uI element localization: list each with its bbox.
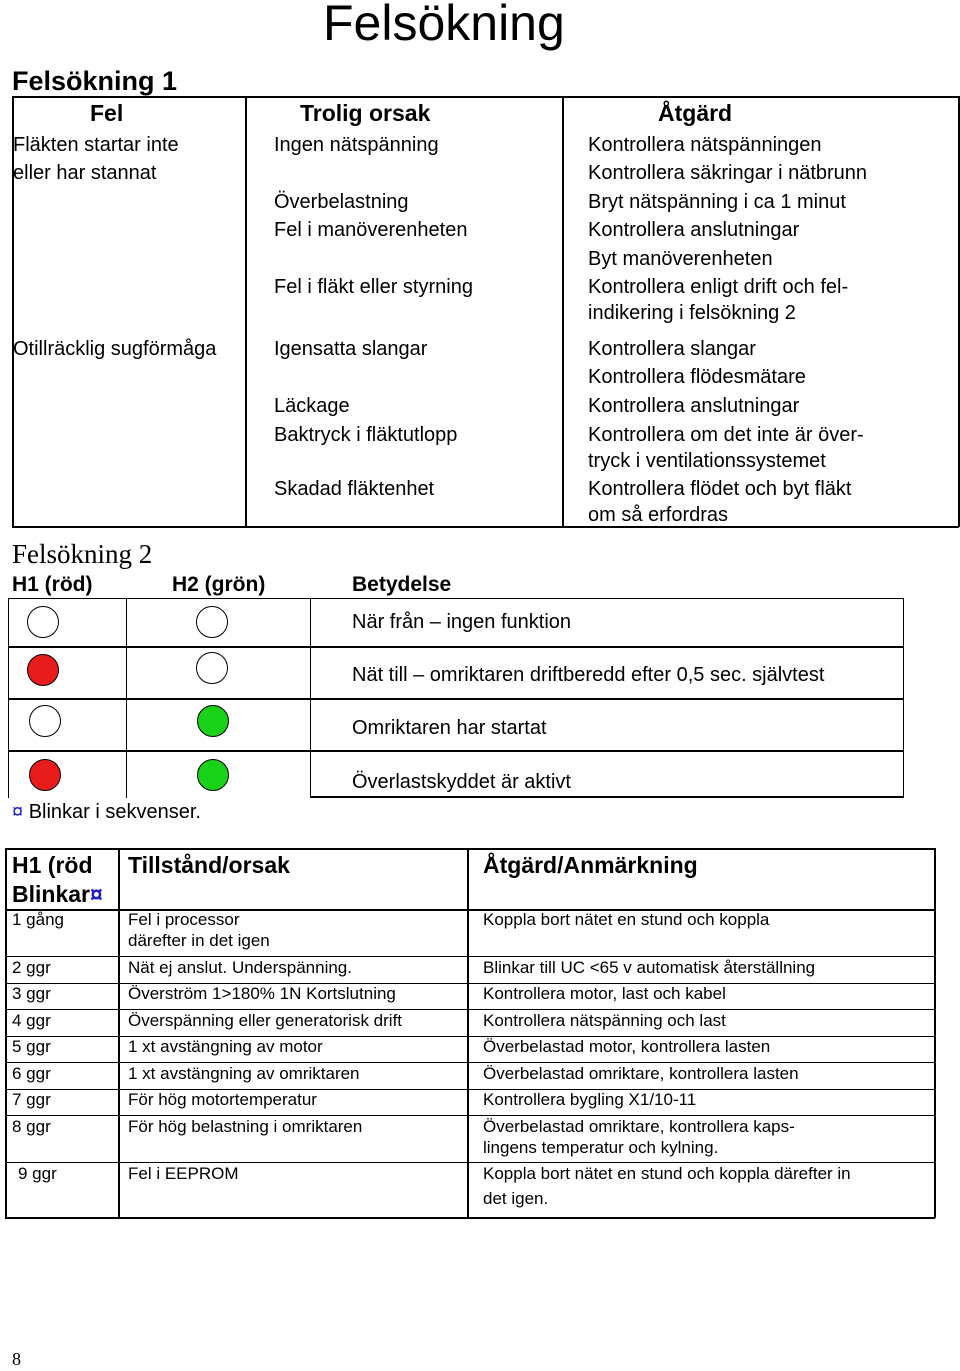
header-h2: H2 (grön) (172, 573, 266, 596)
action-text: Kontrollera säkringar i nätbrunn (588, 162, 868, 184)
led-meaning: Överlastskyddet är aktivt (352, 771, 571, 793)
led-meaning: Omriktaren har startat (352, 717, 547, 739)
blink-count: 3 ggr (12, 984, 51, 1003)
blink-action: Koppla bort nätet en stund och koppla (483, 910, 770, 929)
blink-count: 4 ggr (12, 1011, 51, 1030)
blink-count: 1 gång (12, 910, 64, 929)
blink-count: 6 ggr (12, 1064, 51, 1083)
header-fel: Fel (90, 100, 124, 126)
cause-text: Ingen nätspänning (274, 134, 439, 156)
header-state: Tillstånd/orsak (128, 852, 290, 878)
blink-action: det igen. (483, 1189, 549, 1208)
blink-action: Kontrollera nätspänning och last (483, 1011, 726, 1030)
blink-state: Fel i EEPROM (128, 1164, 239, 1183)
blink-state: För hög motortemperatur (128, 1090, 317, 1109)
action-text: Kontrollera anslutningar (588, 219, 800, 241)
led-red-icon (27, 654, 59, 686)
blink-action: Överbelastad motor, kontrollera lasten (483, 1037, 771, 1056)
blink-action: Koppla bort nätet en stund och koppla därefter in (483, 1164, 851, 1183)
blink-action: Överbelastad omriktare, kontrollera lasten (483, 1064, 799, 1083)
header-trolig-orsak: Trolig orsak (300, 100, 431, 126)
action-text: Kontrollera anslutningar (588, 395, 800, 417)
blink-state: därefter in det igen (128, 931, 270, 950)
blink-symbol-icon: ¤ (89, 881, 103, 907)
blink-state: 1 xt avstängning av omriktaren (128, 1064, 360, 1083)
action-text: Kontrollera flödet och byt fläkt (588, 478, 852, 500)
blink-action: Kontrollera bygling X1/10-11 (483, 1090, 697, 1109)
blink-action: Överbelastad omriktare, kontrollera kaps- (483, 1117, 795, 1136)
action-text: tryck i ventilationssystemet (588, 450, 826, 472)
cause-text: Fel i fläkt eller styrning (274, 276, 473, 298)
blink-note (12, 801, 201, 824)
blink-state: Överström 1>180% 1N Kortslutning (128, 984, 396, 1003)
page-title: Felsökning (323, 0, 565, 51)
blink-count: 9 ggr (18, 1164, 57, 1183)
blink-state: 1 xt avstängning av motor (128, 1037, 323, 1056)
section1-heading: Felsökning 1 (12, 66, 178, 96)
action-text: Kontrollera enligt drift och fel- (588, 276, 849, 298)
cause-text: Igensatta slangar (274, 338, 428, 360)
led-meaning: När från – ingen funktion (352, 611, 572, 633)
blink-action: Kontrollera motor, last och kabel (483, 984, 726, 1003)
cause-text: Baktryck i fläktutlopp (274, 424, 458, 446)
header-h1-red: H1 (röd (12, 852, 93, 878)
cause-text: Skadad fläktenhet (274, 478, 435, 500)
led-red-icon (29, 759, 61, 791)
action-text: om så erfordras (588, 504, 729, 526)
fault-text: Otillräcklig sugförmåga (13, 338, 217, 360)
action-text: Kontrollera slangar (588, 338, 756, 360)
fault-text: Fläkten startar inte (13, 134, 179, 156)
blink-state: För hög belastning i omriktaren (128, 1117, 363, 1136)
header-atgard: Åtgärd (658, 100, 733, 126)
cause-text: Läckage (274, 395, 350, 417)
blink-state: Nät ej anslut. Underspänning. (128, 958, 352, 977)
led-off-icon (29, 705, 61, 737)
blink-note-text: Blinkar i sekvenser. (28, 801, 201, 823)
action-text: Bryt nätspänning i ca 1 minut (588, 191, 846, 213)
blink-action: lingens temperatur och kylning. (483, 1138, 719, 1157)
action-text: Kontrollera nätspänningen (588, 134, 822, 156)
cause-text: Fel i manöverenheten (274, 219, 468, 241)
blink-count: 7 ggr (12, 1090, 51, 1109)
led-off-icon (196, 606, 228, 638)
led-off-icon (196, 652, 228, 684)
blink-state: Överspänning eller generatorisk drift (128, 1011, 403, 1030)
blink-count: 5 ggr (12, 1037, 51, 1056)
fault-text: eller har stannat (13, 162, 157, 184)
blink-action: Blinkar till UC <65 v automatisk återställning (483, 958, 816, 977)
header-betydelse: Betydelse (352, 573, 452, 596)
action-text: Kontrollera om det inte är över- (588, 424, 864, 446)
blink-count: 8 ggr (12, 1117, 51, 1136)
section2-heading: Felsökning 2 (12, 539, 153, 569)
header-h1: H1 (röd) (12, 573, 93, 596)
cause-text: Överbelastning (274, 191, 409, 213)
action-text: Byt manöverenheten (588, 248, 773, 270)
led-green-icon (197, 759, 229, 791)
led-meaning: Nät till – omriktaren driftberedd efter 0,5 sec. självtest (352, 664, 825, 686)
header-action: Åtgärd/Anmärkning (483, 852, 698, 878)
action-text: Kontrollera flödesmätare (588, 366, 806, 388)
led-off-icon (27, 606, 59, 638)
blink-state: Fel i processor (128, 910, 240, 929)
led-green-icon (197, 705, 229, 737)
blink-count: 2 ggr (12, 958, 51, 977)
page-number: 8 (12, 1349, 21, 1369)
action-text: indikering i felsökning 2 (588, 302, 796, 324)
header-h1-blink: Blinkar¤ (12, 881, 103, 907)
blink-symbol-icon: ¤ (12, 801, 24, 823)
